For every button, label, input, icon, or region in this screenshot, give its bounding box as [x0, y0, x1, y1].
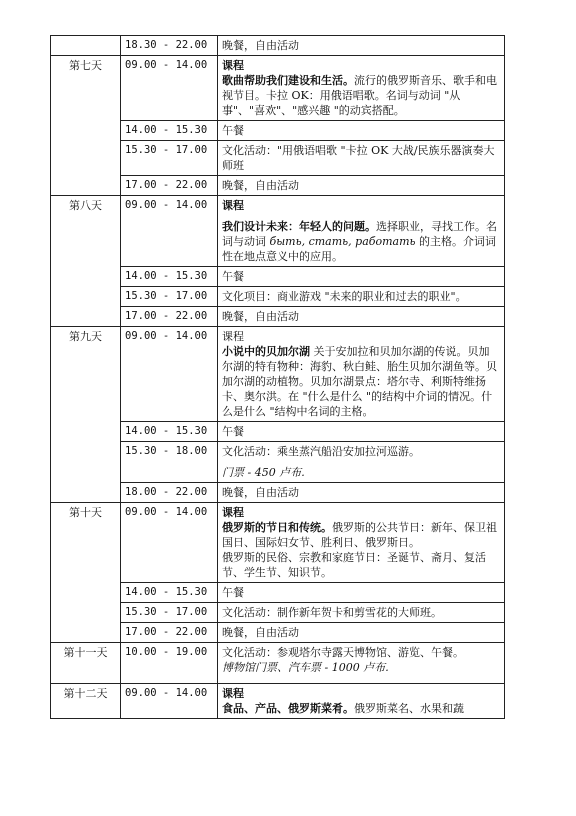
activity-cell: 晚餐，自由活动	[218, 176, 505, 196]
table-row	[51, 36, 505, 56]
activity-cell: 文化活动：制作新年贺卡和剪雪花的大师班。	[218, 603, 505, 623]
day-label: 第八天	[51, 196, 121, 327]
course-desc-2: 的主格。介词词性在地点意义中的应用。	[222, 235, 496, 263]
activity-cell: 晚餐，自由活动	[218, 36, 505, 56]
time-cell: 14.00 - 15.30	[121, 422, 218, 442]
course-heading: 课程	[222, 59, 244, 72]
activity-cell	[218, 327, 505, 422]
activity-cell: 午餐	[218, 267, 505, 287]
ticket-price: 博物馆门票、汽车票 - 1000 卢布.	[222, 661, 389, 674]
activity-cell: 文化活动："用俄语唱歌 "卡拉 OK 大战/民族乐器演奏大师班	[218, 141, 505, 176]
time-cell: 10.00 - 19.00	[121, 643, 218, 684]
course-heading: 课程	[222, 687, 244, 700]
ticket-price: 门票 - 450 卢布.	[222, 466, 305, 479]
table-row	[51, 643, 505, 684]
course-title: 我们设计未来：年轻人的问题。	[222, 220, 376, 233]
activity-text: 文化活动：参观塔尔寺露天博物馆、游览、午餐。	[222, 646, 464, 659]
activity-cell	[218, 196, 505, 267]
day-cell	[51, 36, 121, 56]
table-row	[51, 327, 505, 422]
course-desc-2: 俄罗斯的民俗、宗教和家庭节日：圣诞节、斋月、复活节、学生节、知识节。	[222, 551, 486, 579]
day-label: 第七天	[51, 56, 121, 196]
activity-cell: 文化项目：商业游戏 "未来的职业和过去的职业"。	[218, 287, 505, 307]
activity-cell: 午餐	[218, 422, 505, 442]
time-cell: 09.00 - 14.00	[121, 327, 218, 422]
time-cell: 17.00 - 22.00	[121, 623, 218, 643]
time-cell: 15.30 - 17.00	[121, 603, 218, 623]
day-label: 第十一天	[51, 643, 121, 684]
course-desc: 流行的俄罗斯音乐、歌手和电视节目。卡拉 OK：用俄语唱歌。名词与动词 "从事"、"喜欢"、"感兴趣 "的动宾搭配。	[222, 74, 497, 117]
time-cell: 09.00 - 14.00	[121, 503, 218, 583]
time-cell: 15.30 - 18.00	[121, 442, 218, 483]
day-label: 第九天	[51, 327, 121, 503]
course-heading: 课程	[222, 199, 244, 212]
course-title: 食品、产品、俄罗斯菜肴。	[222, 702, 354, 715]
time-cell: 14.00 - 15.30	[121, 267, 218, 287]
time-cell: 09.00 - 14.00	[121, 56, 218, 121]
course-heading: 课程	[222, 506, 244, 519]
activity-cell: 午餐	[218, 121, 505, 141]
day-label: 第十二天	[51, 684, 121, 719]
table-row	[51, 196, 505, 267]
time-cell: 17.00 - 22.00	[121, 176, 218, 196]
time-cell: 14.00 - 15.30	[121, 583, 218, 603]
course-heading: 课程	[222, 330, 244, 343]
activity-cell: 午餐	[218, 583, 505, 603]
course-desc: 关于安加拉和贝加尔湖的传说。贝加尔湖的特有物种：海豹、秋白鲑、胎生贝加尔湖鱼等。贝加尔湖的动植物。贝加尔湖景点：塔尔寺、利斯特维扬卡、奥尔洪。在 "什么是什么 "的结构中介词的情况。什么是什么 "结构中名词的主格。	[222, 345, 497, 418]
day-label: 第十天	[51, 503, 121, 643]
activity-cell	[218, 684, 505, 719]
time-cell: 18.30 - 22.00	[121, 36, 218, 56]
time-cell: 09.00 - 14.00	[121, 684, 218, 719]
activity-cell	[218, 56, 505, 121]
time-cell: 09.00 - 14.00	[121, 196, 218, 267]
activity-cell: 晚餐，自由活动	[218, 623, 505, 643]
course-desc: 选择职业，寻找工作。名词与动词	[222, 220, 497, 248]
schedule-table	[50, 35, 505, 719]
course-title: 歌曲帮助我们建设和生活。	[222, 74, 354, 87]
activity-cell: 晚餐，自由活动	[218, 307, 505, 327]
course-title: 俄罗斯的节日和传统。	[222, 521, 332, 534]
course-desc: 俄罗斯的公共节日：新年、保卫祖国日、国际妇女节、胜利日、俄罗斯日。	[222, 521, 497, 549]
course-verbs: быть, стать, работать	[269, 235, 416, 248]
activity-cell	[218, 643, 505, 684]
activity-cell	[218, 503, 505, 583]
course-desc: 俄罗斯菜名、水果和蔬	[354, 702, 464, 715]
activity-text: 文化活动：乘坐蒸汽船沿安加拉河巡游。	[222, 445, 420, 458]
course-title: 小说中的贝加尔湖	[222, 345, 310, 358]
time-cell: 15.30 - 17.00	[121, 141, 218, 176]
table-row	[51, 56, 505, 121]
time-cell: 15.30 - 17.00	[121, 287, 218, 307]
activity-cell	[218, 442, 505, 483]
table-row	[51, 684, 505, 719]
time-cell: 17.00 - 22.00	[121, 307, 218, 327]
time-cell: 14.00 - 15.30	[121, 121, 218, 141]
table-row	[51, 503, 505, 583]
time-cell: 18.00 - 22.00	[121, 483, 218, 503]
activity-cell: 晚餐，自由活动	[218, 483, 505, 503]
